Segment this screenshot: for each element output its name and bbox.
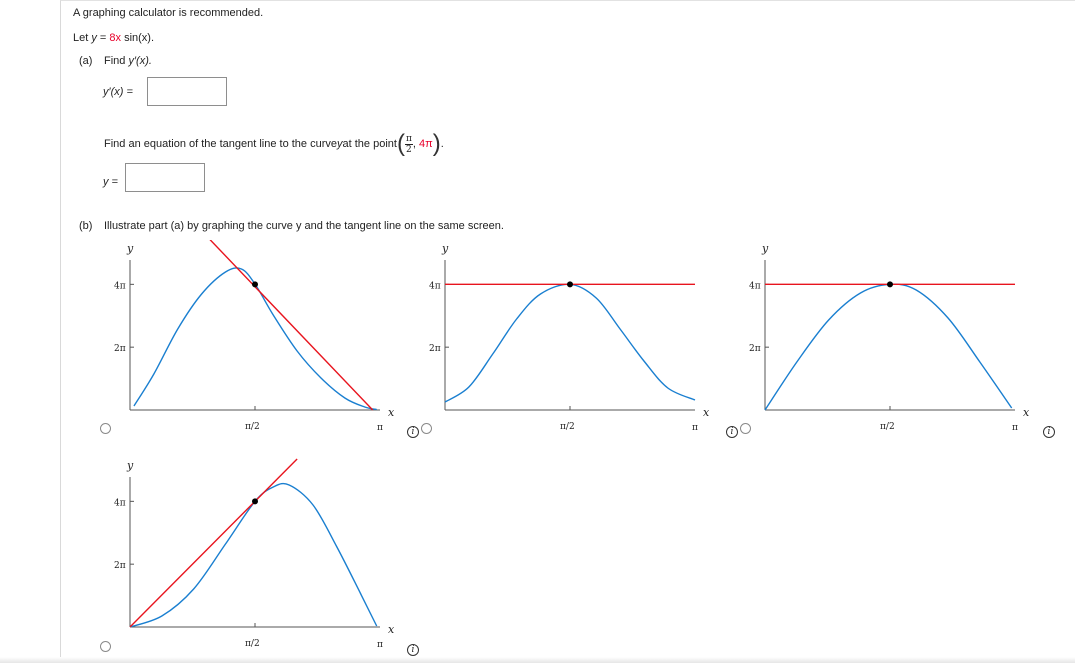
calculator-note: A graphing calculator is recommended. bbox=[73, 7, 264, 19]
y-tick-2pi-label: 2π bbox=[749, 344, 761, 355]
part-a-prompt: Find y′(x). bbox=[104, 55, 152, 67]
curve-line bbox=[134, 268, 377, 410]
tangent-answer-input[interactable] bbox=[125, 163, 205, 192]
x-axis-label: x bbox=[703, 406, 710, 419]
y-axis-label: y bbox=[762, 242, 769, 255]
x-axis-label: x bbox=[388, 623, 395, 636]
x-tick-pi-label: π bbox=[377, 423, 383, 433]
tangent-line bbox=[130, 459, 297, 627]
point-x-fraction: $\frac{\pi}{2}$ bbox=[405, 133, 412, 155]
tangent-point bbox=[887, 281, 893, 287]
curve-line bbox=[130, 484, 377, 627]
tangent-point bbox=[567, 281, 573, 287]
y-tick-4pi-label: 4π bbox=[429, 281, 441, 292]
part-b-label: (b) bbox=[79, 220, 93, 232]
y-tick-2pi-label: 2π bbox=[114, 561, 126, 572]
info-icon[interactable]: i bbox=[407, 426, 419, 438]
y-tick-4pi-label: 4π bbox=[114, 498, 126, 509]
y-axis-label: y bbox=[127, 459, 134, 472]
x-axis-label: x bbox=[1023, 406, 1030, 419]
graph-option-4[interactable] bbox=[110, 457, 410, 657]
y-tick-2pi-label: 2π bbox=[429, 344, 441, 355]
y-tick-4pi-label: 4π bbox=[114, 281, 126, 292]
derivative-answer-input[interactable] bbox=[147, 77, 227, 106]
x-tick-pi-label: π bbox=[692, 423, 698, 433]
x-axis-label: x bbox=[388, 406, 395, 419]
tangent-point bbox=[252, 281, 258, 287]
point-y-value: 4π bbox=[418, 138, 433, 150]
y-axis-label: y bbox=[442, 242, 449, 255]
x-tick-pi-label: π bbox=[377, 640, 383, 650]
x-tick-pi-half-label: π/2 bbox=[560, 422, 575, 432]
part-b-prompt: Illustrate part (a) by graphing the curve y and the tangent line on the same screen. bbox=[104, 220, 504, 232]
bottom-shadow bbox=[0, 657, 1075, 663]
function-definition: Let y = 8x sin(x). bbox=[73, 32, 155, 44]
tangent-point bbox=[252, 498, 258, 504]
info-icon[interactable]: i bbox=[407, 644, 419, 656]
y-axis-label: y bbox=[127, 242, 134, 255]
derivative-label: y′(x) = bbox=[103, 86, 133, 98]
left-paren: ( bbox=[396, 130, 405, 157]
graph-option-3[interactable] bbox=[745, 240, 1045, 440]
x-tick-pi-half-label: π/2 bbox=[245, 639, 260, 649]
info-icon[interactable]: i bbox=[1043, 426, 1055, 438]
graph-option-1[interactable] bbox=[110, 240, 410, 440]
tangent-prompt: Find an equation of the tangent line to the curve y at the point ( $\frac{\pi}{2}$ , 4π ) . bbox=[104, 130, 444, 157]
part-a-label: (a) bbox=[79, 55, 93, 67]
info-icon[interactable]: i bbox=[726, 426, 738, 438]
y-tick-2pi-label: 2π bbox=[114, 344, 126, 355]
right-paren: ) bbox=[432, 130, 441, 157]
x-tick-pi-half-label: π/2 bbox=[245, 422, 260, 432]
graph-option-2[interactable] bbox=[425, 240, 725, 440]
x-tick-pi-half-label: π/2 bbox=[880, 422, 895, 432]
curve-line bbox=[445, 284, 695, 402]
curve-line bbox=[765, 284, 1012, 410]
y-tick-4pi-label: 4π bbox=[749, 281, 761, 292]
x-tick-pi-label: π bbox=[1012, 423, 1018, 433]
tangent-line bbox=[206, 240, 373, 410]
tangent-answer-label: y = bbox=[103, 176, 118, 188]
